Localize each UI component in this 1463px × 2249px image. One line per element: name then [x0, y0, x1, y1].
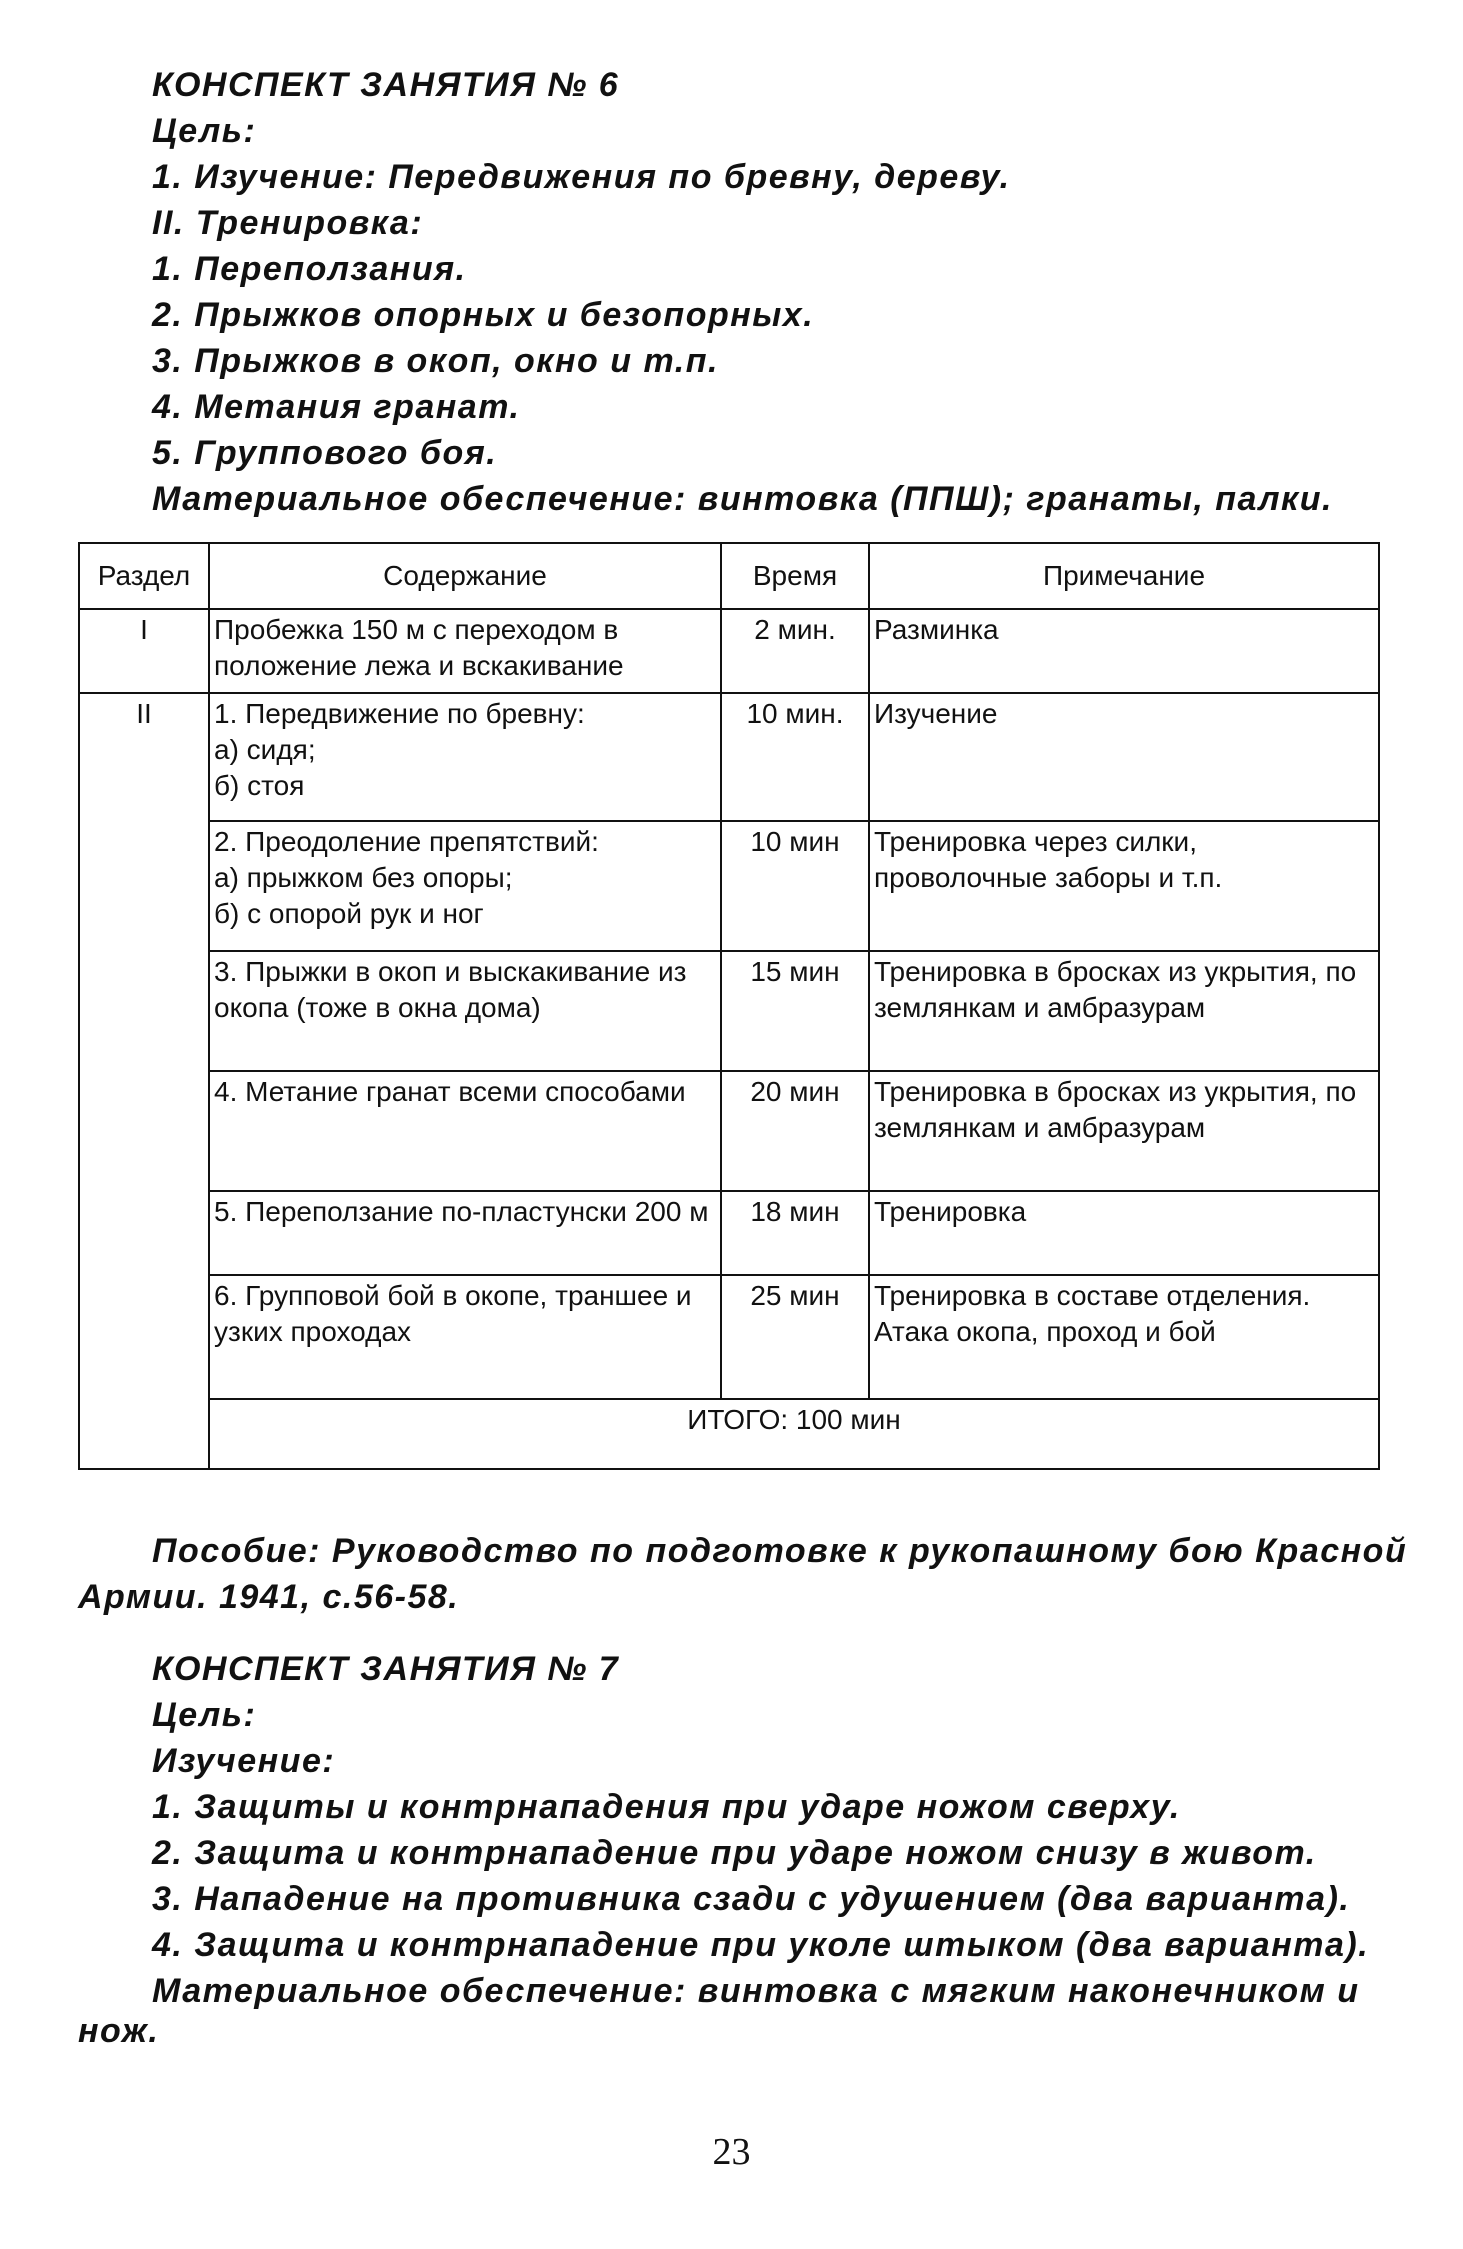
row-content: 6. Групповой бой в окопе, траншее и узких проходах [209, 1275, 721, 1399]
table-row [79, 1275, 1379, 1399]
header-note: Примечание [869, 543, 1379, 609]
header-time: Время [721, 543, 869, 609]
page-number: 23 [712, 2131, 751, 2173]
table-header-row [79, 543, 1379, 609]
row-content: 2. Преодоление препятствий: а) прыжком без опоры; б) с опорой рук и ног [209, 821, 721, 951]
table-total-row [79, 1399, 1379, 1469]
lesson-7-line: 4. Защита и контрнападение при уколе штыком (два варианта). [152, 1926, 1370, 1964]
row-time: 10 мин. [721, 693, 869, 821]
lesson-6-goal-label: Цель: [152, 112, 257, 150]
row-note: Тренировка в бросках из укрытия, по землянкам и амбразурам [869, 1071, 1379, 1191]
table-row [79, 951, 1379, 1071]
lesson-7-line: 3. Нападение на противника сзади с удушением (два варианта). [152, 1880, 1351, 1918]
lesson-7-title: КОНСПЕКТ ЗАНЯТИЯ № 7 [152, 1650, 620, 1688]
row-time: 15 мин [721, 951, 869, 1071]
lesson-plan-table [78, 542, 1380, 1470]
row-note: Тренировка в составе отделения. Атака окопа, проход и бой [869, 1275, 1379, 1399]
lesson-6-line: 1. Изучение: Передвижения по бревну, дереву. [152, 158, 1011, 196]
lesson-6-title: КОНСПЕКТ ЗАНЯТИЯ № 6 [152, 66, 620, 104]
table-row [79, 821, 1379, 951]
lesson-6-line: 3. Прыжков в окоп, окно и т.п. [152, 342, 719, 380]
table-row [79, 609, 1379, 693]
row-section: II [79, 693, 209, 1469]
row-content: 5. Переползание по-пластунски 200 м [209, 1191, 721, 1275]
source-line: Пособие: Руководство по подготовке к рукопашному бою Красной [152, 1532, 1408, 1570]
row-note: Тренировка [869, 1191, 1379, 1275]
lesson-6-header [152, 62, 1392, 522]
row-time: 2 мин. [721, 609, 869, 693]
lesson-7-study-label: Изучение: [152, 1742, 336, 1780]
source-reference [78, 1528, 1408, 1620]
row-content: 4. Метание гранат всеми способами [209, 1071, 721, 1191]
table-total: ИТОГО: 100 мин [209, 1399, 1379, 1469]
lesson-6-materials: Материальное обеспечение: винтовка (ППШ); гранаты, палки. [152, 480, 1333, 518]
row-time: 20 мин [721, 1071, 869, 1191]
row-time: 10 мин [721, 821, 869, 951]
row-time: 18 мин [721, 1191, 869, 1275]
row-note: Тренировка через силки, проволочные заборы и т.п. [869, 821, 1379, 951]
table-row [79, 1191, 1379, 1275]
lesson-7-line: 2. Защита и контрнападение при ударе ножом снизу в живот. [152, 1834, 1317, 1872]
lesson-7-goal-label: Цель: [152, 1696, 257, 1734]
lesson-7-header [152, 1646, 1392, 2014]
lesson-7-materials-tail: нож. [78, 2012, 160, 2050]
row-content: 1. Передвижение по бревну: а) сидя; б) стоя [209, 693, 721, 821]
row-section: I [79, 609, 209, 693]
source-line: Армии. 1941, с.56-58. [78, 1578, 460, 1616]
lesson-7-line: 1. Защиты и контрнападения при ударе ножом сверху. [152, 1788, 1181, 1826]
row-time: 25 мин [721, 1275, 869, 1399]
lesson-6-line: II. Тренировка: [152, 204, 424, 242]
table-row [79, 1071, 1379, 1191]
table-row [79, 693, 1379, 821]
lesson-7-materials: Материальное обеспечение: винтовка с мягким наконечником и [152, 1972, 1360, 2010]
row-content: 3. Прыжки в окоп и выскакивание из окопа (тоже в окна дома) [209, 951, 721, 1071]
row-content: Пробежка 150 м с переходом в положение лежа и вскакивание [209, 609, 721, 693]
lesson-6-line: 1. Переползания. [152, 250, 467, 288]
row-note: Тренировка в бросках из укрытия, по землянкам и амбразурам [869, 951, 1379, 1071]
lesson-6-line: 5. Группового боя. [152, 434, 498, 472]
lesson-6-line: 2. Прыжков опорных и безопорных. [152, 296, 815, 334]
header-section: Раздел [79, 543, 209, 609]
row-note: Разминка [869, 609, 1379, 693]
row-note: Изучение [869, 693, 1379, 821]
lesson-6-line: 4. Метания гранат. [152, 388, 521, 426]
header-content: Содержание [209, 543, 721, 609]
